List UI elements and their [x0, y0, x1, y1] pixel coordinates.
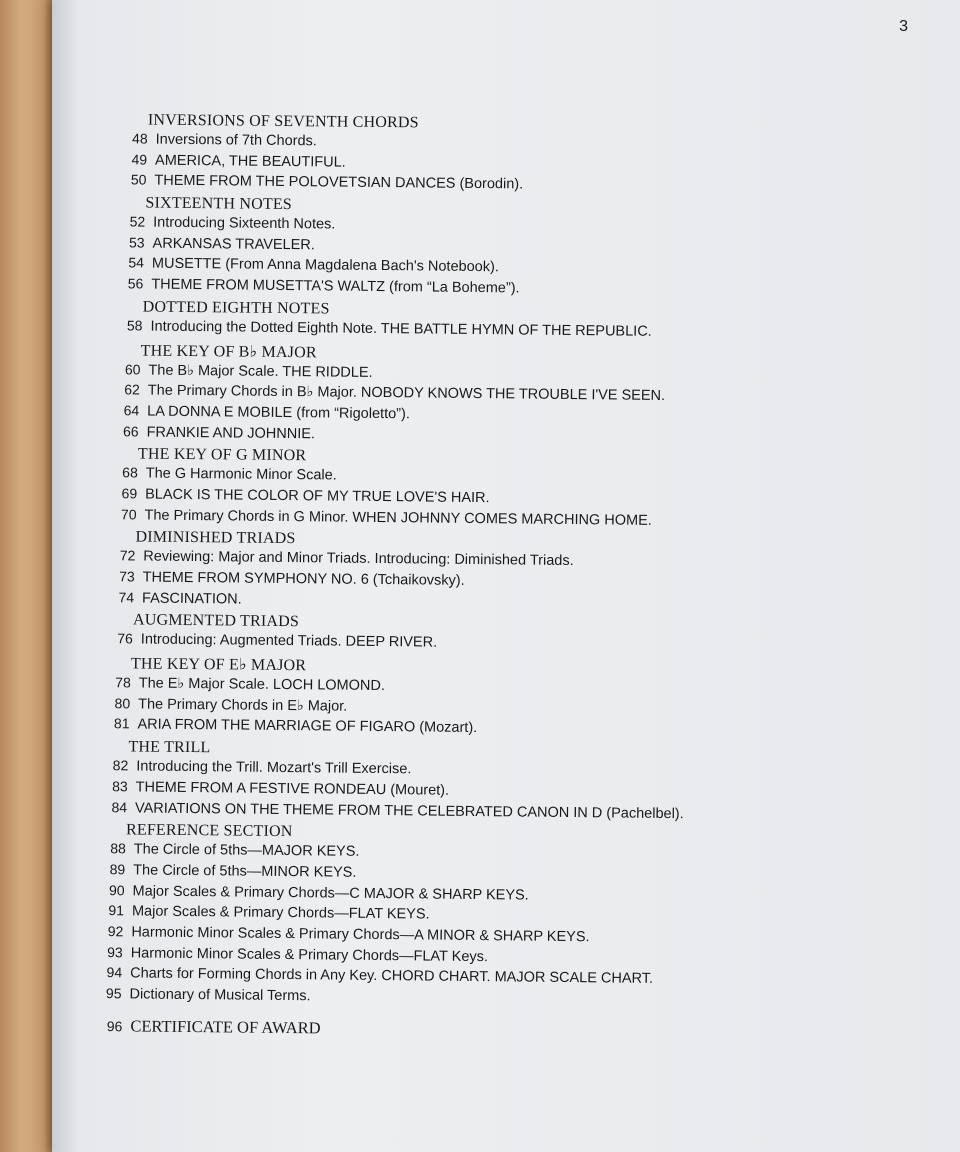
page-ref-number: 66 — [122, 422, 139, 440]
page-ref-number: 88 — [110, 840, 126, 857]
page-number: 3 — [899, 18, 908, 35]
page-ref-number: 82 — [112, 757, 129, 774]
entry-title: THEME FROM SYMPHONY NO. 6 (Tchaikovsky). — [142, 569, 465, 589]
page-ref-number: 78 — [115, 674, 131, 691]
page-ref-number: 89 — [109, 861, 126, 878]
section-heading: AUGMENTED TRIADS — [132, 611, 300, 631]
entry-title: Introducing Sixteenth Notes. — [153, 214, 336, 233]
section-heading: REFERENCE SECTION — [125, 821, 293, 841]
toc-section — [84, 821, 683, 1012]
page-ref-number: 92 — [107, 923, 124, 940]
entry-title: Harmonic Minor Scales & Primary Chords—FLAT Keys. — [130, 945, 489, 965]
toc-section — [90, 653, 685, 742]
page-ref-number: 53 — [128, 234, 145, 251]
page-ref-number: 54 — [128, 254, 145, 271]
entry-title: The B♭ Major Scale. THE RIDDLE. — [148, 362, 373, 381]
certificate-title: CERTIFICATE OF AWARD — [130, 1016, 321, 1038]
entry-title: Dictionary of Musical Terms. — [129, 986, 311, 1005]
page-ref-number: 49 — [131, 151, 148, 168]
page-ref-number: 84 — [111, 798, 128, 815]
toc-section — [97, 445, 687, 532]
entry-title: Reviewing: Major and Minor Triads. Introducing: Diminished Triads. — [143, 548, 574, 570]
page-ref-number: 70 — [120, 505, 137, 523]
page-ref-number: 95 — [105, 985, 122, 1002]
entry-title: Introducing: Augmented Triads. DEEP RIVER. — [140, 631, 438, 651]
page-ref-number: 72 — [119, 547, 136, 564]
page-ref-number: 83 — [112, 778, 128, 795]
page-ref-number: 48 — [132, 130, 148, 147]
page-ref-number: 60 — [124, 360, 141, 377]
page-ref-number: 68 — [122, 464, 138, 481]
page-ref-number: 62 — [124, 381, 140, 398]
entry-title: THEME FROM THE POLOVETSIAN DANCES (Borodin). — [154, 172, 524, 193]
entry-title: FASCINATION. — [141, 590, 242, 608]
entry-title: LA DONNA E MOBILE (from “Rigoletto”). — [147, 403, 410, 423]
page-ref-number: 90 — [108, 881, 125, 898]
section-heading: INVERSIONS OF SEVENTH CHORDS — [147, 111, 419, 132]
entry-title: Introducing the Dotted Eighth Note. THE BATTLE HYMN OF THE REPUBLIC. — [150, 318, 652, 340]
section-heading: THE TRILL — [128, 738, 211, 757]
section-heading: DOTTED EIGHTH NOTES — [142, 298, 330, 318]
page-ref-number: 58 — [126, 317, 143, 334]
page-ref-number: 93 — [107, 943, 123, 960]
toc-section — [107, 111, 691, 198]
entry-title: FRANKIE AND JOHNNIE. — [146, 424, 316, 442]
entry-title: Harmonic Minor Scales & Primary Chords—A MINOR & SHARP KEYS. — [131, 924, 590, 946]
toc-section — [93, 611, 686, 657]
page-ref-number: 94 — [106, 964, 123, 981]
page-ref-number: 56 — [127, 275, 144, 292]
toc-section — [102, 298, 689, 344]
toc-section — [104, 194, 690, 302]
entry-title: Introducing the Trill. Mozart's Trill Exercise. — [136, 758, 412, 778]
toc-section — [95, 528, 687, 615]
entry-title: Major Scales & Primary Chords—C MAJOR & SHARP KEYS. — [132, 882, 529, 904]
entry-title: Inversions of 7th Chords. — [155, 131, 317, 150]
entry-title: The Primary Chords in G Minor. WHEN JOHNNY COMES MARCHING HOME. — [144, 507, 652, 529]
entry-title: Charts for Forming Chords in Any Key. CHORD CHART. MAJOR SCALE CHART. — [130, 965, 654, 988]
entry-title: The Circle of 5ths—MAJOR KEYS. — [133, 841, 360, 860]
entry-title: Major Scales & Primary Chords—FLAT KEYS. — [131, 903, 430, 923]
entry-title: AMERICA, THE BEAUTIFUL. — [154, 152, 346, 171]
page-ref-number: 74 — [118, 588, 135, 606]
page-ref-number: 73 — [119, 568, 135, 585]
page-ref-number: 50 — [130, 171, 147, 188]
page-ref-number: 81 — [113, 715, 130, 732]
section-heading: SIXTEENTH NOTES — [145, 194, 293, 214]
toc-section — [100, 340, 689, 450]
table-of-contents — [0, 108, 691, 1042]
page-ref-number: 52 — [129, 213, 146, 230]
entry-title: THEME FROM A FESTIVE RONDEAU (Mouret). — [135, 779, 450, 799]
entry-title: The Primary Chords in B♭ Major. NOBODY KNOWS THE TROUBLE I'VE SEEN. — [147, 382, 666, 405]
entry-title: VARIATIONS ON THE THEME FROM THE CELEBRATED CANON IN D (Pachelbel). — [134, 799, 684, 822]
section-heading: THE KEY OF B♭ MAJOR — [140, 341, 317, 361]
page-ref-number: 91 — [108, 902, 125, 919]
page-ref-number: 64 — [123, 402, 140, 419]
toc-section — [88, 738, 685, 825]
entry-title: The E♭ Major Scale. LOCH LOMOND. — [138, 675, 386, 695]
entry-title: The G Harmonic Minor Scale. — [145, 465, 337, 484]
entry-title: THEME FROM MUSETTA'S WALTZ (from “La Boheme”). — [151, 276, 520, 297]
entry-title: ARIA FROM THE MARRIAGE OF FIGARO (Mozart). — [137, 716, 478, 737]
entry-title: ARKANSAS TRAVELER. — [152, 235, 315, 254]
entry-title: The Circle of 5ths—MINOR KEYS. — [133, 862, 357, 881]
entry-title: The Primary Chords in E♭ Major. — [138, 696, 348, 715]
page-ref-number: 69 — [121, 485, 138, 502]
section-heading: DIMINISHED TRIADS — [135, 528, 296, 548]
page-ref-number: 76 — [117, 630, 133, 647]
page-ref-number: 80 — [114, 694, 131, 712]
section-heading: THE KEY OF G MINOR — [137, 445, 307, 465]
entry-title: MUSETTE (From Anna Magdalena Bach's Notebook). — [151, 256, 499, 276]
entry-title: BLACK IS THE COLOR OF MY TRUE LOVE'S HAIR. — [145, 486, 490, 507]
page-ref-number: 96 — [106, 1017, 123, 1035]
section-heading: THE KEY OF E♭ MAJOR — [130, 655, 307, 675]
